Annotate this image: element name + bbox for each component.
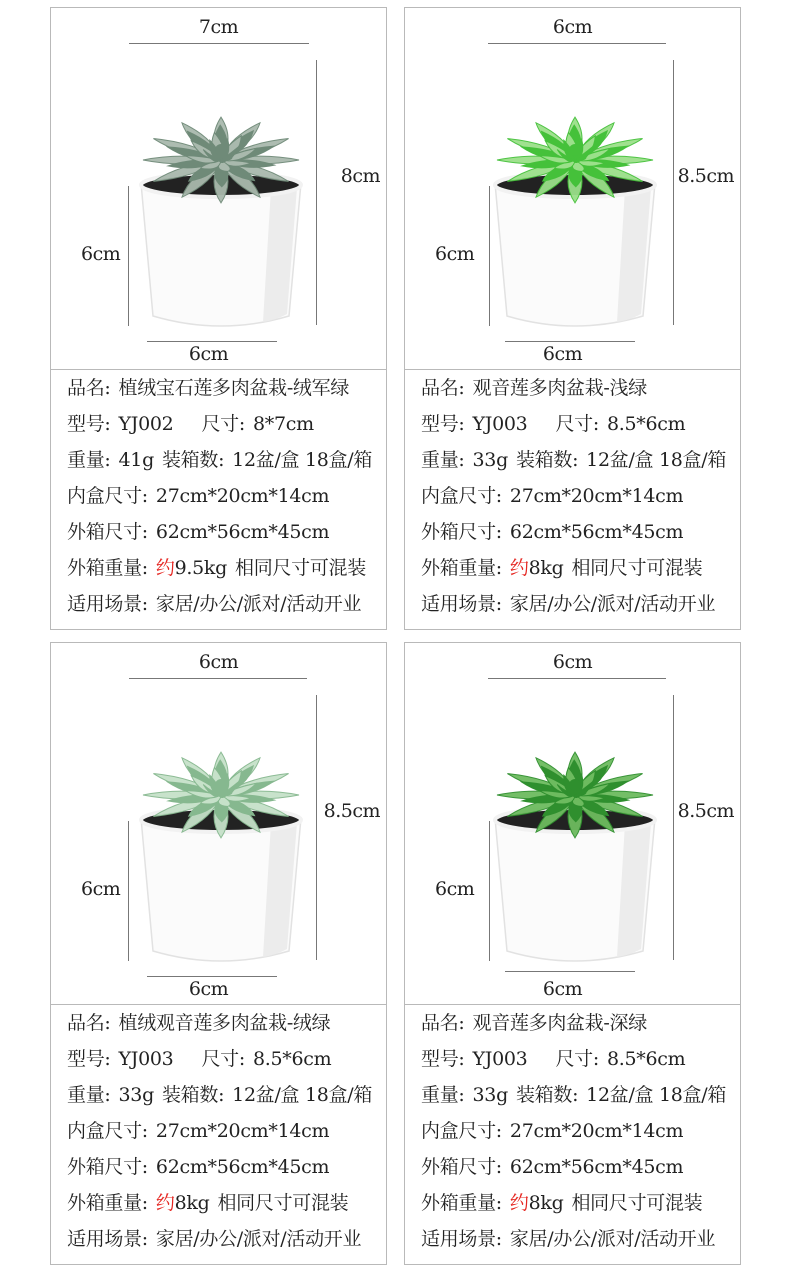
outer-weight-row: 外箱重量: 约8kg 相同尺寸可混装 bbox=[421, 1192, 703, 1214]
outer-weight-row: 外箱重量: 约9.5kg 相同尺寸可混装 bbox=[67, 557, 366, 579]
dimension-right: 8.5cm bbox=[677, 800, 734, 822]
name-row: 品名: 植绒宝石莲多肉盆栽-绒军绿 bbox=[67, 377, 350, 399]
succulent-pot-image bbox=[465, 88, 685, 338]
weight-row: 重量: 33g 装箱数: 12盆/盒 18盒/箱 bbox=[421, 449, 727, 471]
inner-box-row: 内盒尺寸: 27cm*20cm*14cm bbox=[421, 485, 684, 507]
dimension-left: 6cm bbox=[81, 243, 121, 265]
outer-box-row: 外箱尺寸: 62cm*56cm*45cm bbox=[421, 521, 684, 543]
weight-row: 重量: 33g 装箱数: 12盆/盒 18盒/箱 bbox=[421, 1084, 727, 1106]
product-card bbox=[404, 642, 741, 1265]
scene-row: 适用场景: 家居/办公/派对/活动开业 bbox=[67, 1228, 362, 1250]
product-info bbox=[405, 370, 740, 622]
dimension-right: 8.5cm bbox=[677, 165, 734, 187]
dimension-line bbox=[147, 976, 277, 977]
scene-row: 适用场景: 家居/办公/派对/活动开业 bbox=[421, 593, 716, 615]
model-row: 型号: YJ003 尺寸: 8.5*6cm bbox=[67, 1048, 332, 1070]
product-card bbox=[50, 642, 387, 1265]
name-row: 品名: 观音莲多肉盆栽-浅绿 bbox=[421, 377, 647, 399]
product-photo bbox=[405, 8, 740, 370]
dimension-bottom: 6cm bbox=[542, 343, 583, 365]
product-card bbox=[404, 7, 741, 630]
dimension-right: 8cm bbox=[340, 165, 380, 187]
product-info bbox=[51, 370, 386, 622]
rosette-core bbox=[215, 779, 227, 791]
dimension-line bbox=[505, 341, 635, 342]
succulent-pot-image bbox=[111, 88, 331, 338]
scene-row: 适用场景: 家居/办公/派对/活动开业 bbox=[421, 1228, 716, 1250]
rosette-core bbox=[215, 144, 227, 156]
dimension-line bbox=[129, 43, 309, 44]
product-photo bbox=[51, 643, 386, 1005]
dimension-bottom: 6cm bbox=[188, 978, 229, 1000]
dimension-bottom: 6cm bbox=[188, 343, 229, 365]
dimension-line bbox=[129, 678, 307, 679]
model-row: 型号: YJ003 尺寸: 8.5*6cm bbox=[421, 1048, 686, 1070]
dimension-line bbox=[488, 678, 666, 679]
product-info bbox=[405, 1005, 740, 1257]
product-photo bbox=[51, 8, 386, 370]
inner-box-row: 内盒尺寸: 27cm*20cm*14cm bbox=[67, 1120, 330, 1142]
dimension-top: 6cm bbox=[198, 651, 239, 673]
dimension-left: 6cm bbox=[435, 878, 475, 900]
outer-box-row: 外箱尺寸: 62cm*56cm*45cm bbox=[67, 1156, 330, 1178]
dimension-top: 6cm bbox=[552, 16, 593, 38]
dimension-left: 6cm bbox=[81, 878, 121, 900]
dimension-line bbox=[488, 43, 666, 44]
succulent-pot-image bbox=[111, 723, 331, 973]
weight-row: 重量: 33g 装箱数: 12盆/盒 18盒/箱 bbox=[67, 1084, 373, 1106]
rosette-core bbox=[569, 779, 581, 791]
weight-row: 重量: 41g 装箱数: 12盆/盒 18盒/箱 bbox=[67, 449, 373, 471]
product-info bbox=[51, 1005, 386, 1257]
dimension-line bbox=[147, 341, 277, 342]
product-photo bbox=[405, 643, 740, 1005]
rosette-core bbox=[569, 144, 581, 156]
dimension-bottom: 6cm bbox=[542, 978, 583, 1000]
product-card bbox=[50, 7, 387, 630]
outer-weight-row: 外箱重量: 约8kg 相同尺寸可混装 bbox=[421, 557, 703, 579]
succulent-pot-image bbox=[465, 723, 685, 973]
dimension-right: 8.5cm bbox=[323, 800, 380, 822]
inner-box-row: 内盒尺寸: 27cm*20cm*14cm bbox=[67, 485, 330, 507]
model-row: 型号: YJ003 尺寸: 8.5*6cm bbox=[421, 413, 686, 435]
outer-box-row: 外箱尺寸: 62cm*56cm*45cm bbox=[421, 1156, 684, 1178]
outer-box-row: 外箱尺寸: 62cm*56cm*45cm bbox=[67, 521, 330, 543]
dimension-top: 7cm bbox=[198, 16, 239, 38]
scene-row: 适用场景: 家居/办公/派对/活动开业 bbox=[67, 593, 362, 615]
inner-box-row: 内盒尺寸: 27cm*20cm*14cm bbox=[421, 1120, 684, 1142]
name-row: 品名: 植绒观音莲多肉盆栽-绒绿 bbox=[67, 1012, 331, 1034]
name-row: 品名: 观音莲多肉盆栽-深绿 bbox=[421, 1012, 647, 1034]
model-row: 型号: YJ002 尺寸: 8*7cm bbox=[67, 413, 314, 435]
dimension-left: 6cm bbox=[435, 243, 475, 265]
outer-weight-row: 外箱重量: 约8kg 相同尺寸可混装 bbox=[67, 1192, 349, 1214]
dimension-top: 6cm bbox=[552, 651, 593, 673]
